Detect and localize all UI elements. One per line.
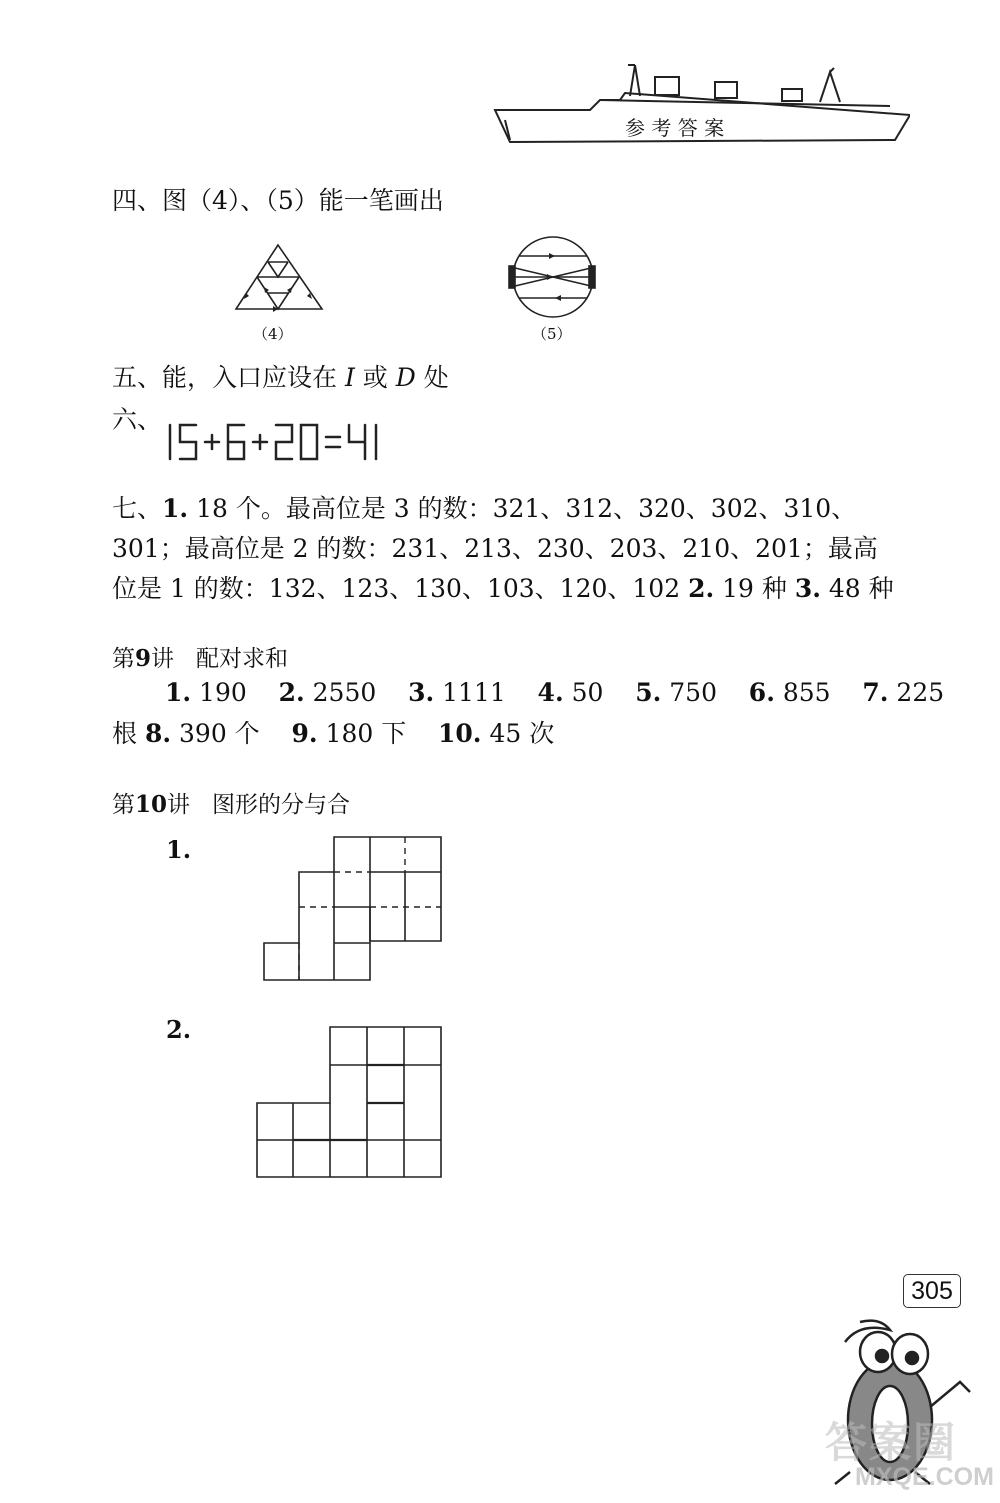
ship-banner (490, 60, 910, 155)
caption-4: （4） (253, 325, 293, 343)
matchstick-equation (160, 422, 450, 462)
sec6-label: 六、 (112, 405, 163, 434)
caption-5: （5） (532, 325, 572, 343)
lec9-answers-line1: 1. 190 2. 2550 3. 1111 4. 50 5. 750 6. 855 7. 225 (165, 678, 945, 707)
lec10-heading: 第10讲 图形的分与合 (112, 791, 350, 818)
lec10-q1-label: 1. (166, 835, 192, 864)
lec9-heading: 第9讲 配对求和 (112, 645, 288, 672)
lec9-answers-line2: 根 8. 390 个 9. 180 下 10. 45 次 (112, 719, 555, 748)
sec7-line2: 301；最高位是 2 的数：231、213、230、203、210、201；最高 (112, 534, 878, 563)
header-title: 参 考 答 案 (625, 116, 725, 140)
circle-figure (505, 234, 605, 320)
sec4-line: 四、图（4）、（5）能一笔画出 (112, 186, 444, 215)
grid-figure-1 (262, 835, 444, 983)
sec7-line1: 七、1. 18 个。最高位是 3 的数：321、312、320、302、310、 (112, 494, 857, 523)
sec7-line3: 位是 1 的数：132、123、130、103、120、102 2. 19 种 3. 48 种 (112, 574, 894, 603)
page-number: 305 (903, 1274, 961, 1308)
grid-figure-2 (255, 1025, 445, 1180)
lec10-q2-label: 2. (166, 1015, 192, 1044)
watermark-top: 答案圈 (825, 1419, 958, 1466)
sec5-line: 五、能，入口应设在 I 或 D 处 (112, 363, 449, 392)
watermark-bottom: MXQE.COM (855, 1463, 994, 1491)
triangle-figure (230, 242, 330, 314)
